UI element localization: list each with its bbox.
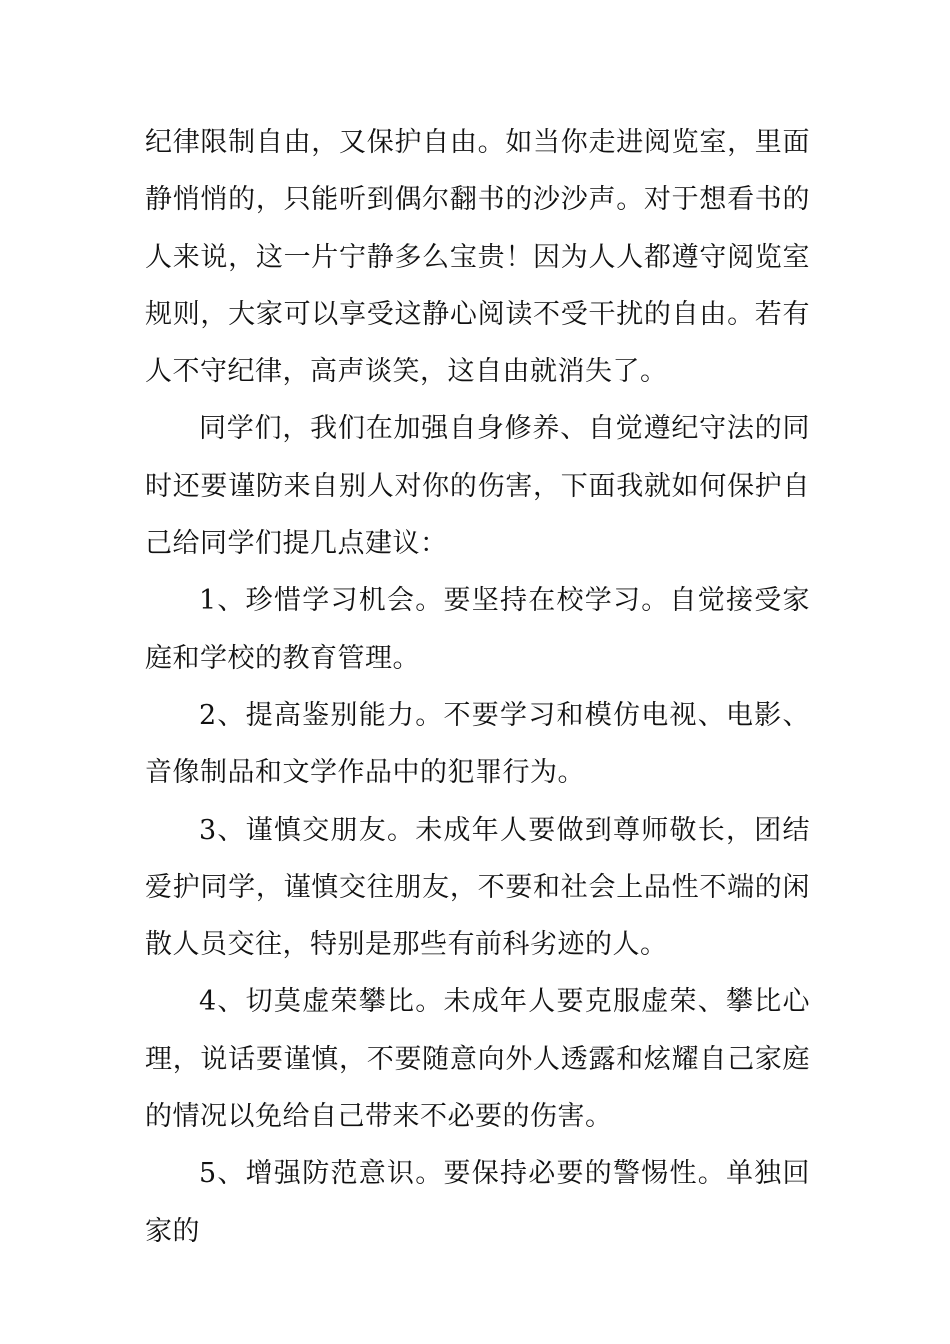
list-item-1: 1、珍惜学习机会。要坚持在校学习。自觉接受家庭和学校的教育管理。 — [145, 585, 810, 674]
list-item-4: 4、切莫虚荣攀比。未成年人要克服虚荣、攀比心理，说话要谨慎，不要随意向外人透露和炫耀自己家庭的情况以免给自己带来不必要的伤害。 — [145, 986, 810, 1133]
paragraph-safety-intro: 同学们，我们在加强自身修养、自觉遵纪守法的同时还要谨防来自别人对你的伤害，下面我就如何保护自己给同学们提几点建议： — [145, 413, 810, 560]
paragraph-discipline-freedom: 纪律限制自由，又保护自由。如当你走进阅览室，里面静悄悄的，只能听到偶尔翻书的沙沙声。对于想看书的人来说，这一片宁静多么宝贵！因为人人都遵守阅览室规则，大家可以享受这静心阅读不受干扰的自由。若有人不守纪律，高声谈笑，这自由就消失了。 — [145, 127, 810, 388]
list-item-5: 5、增强防范意识。要保持必要的警惕性。单独回家的 — [145, 1158, 810, 1247]
list-item-3: 3、谨慎交朋友。未成年人要做到尊师敬长，团结爱护同学，谨慎交往朋友，不要和社会上品性不端的闲散人员交往，特别是那些有前科劣迹的人。 — [145, 814, 810, 961]
document-body — [145, 114, 810, 1260]
list-item-2: 2、提高鉴别能力。不要学习和模仿电视、电影、音像制品和文学作品中的犯罪行为。 — [145, 699, 810, 789]
